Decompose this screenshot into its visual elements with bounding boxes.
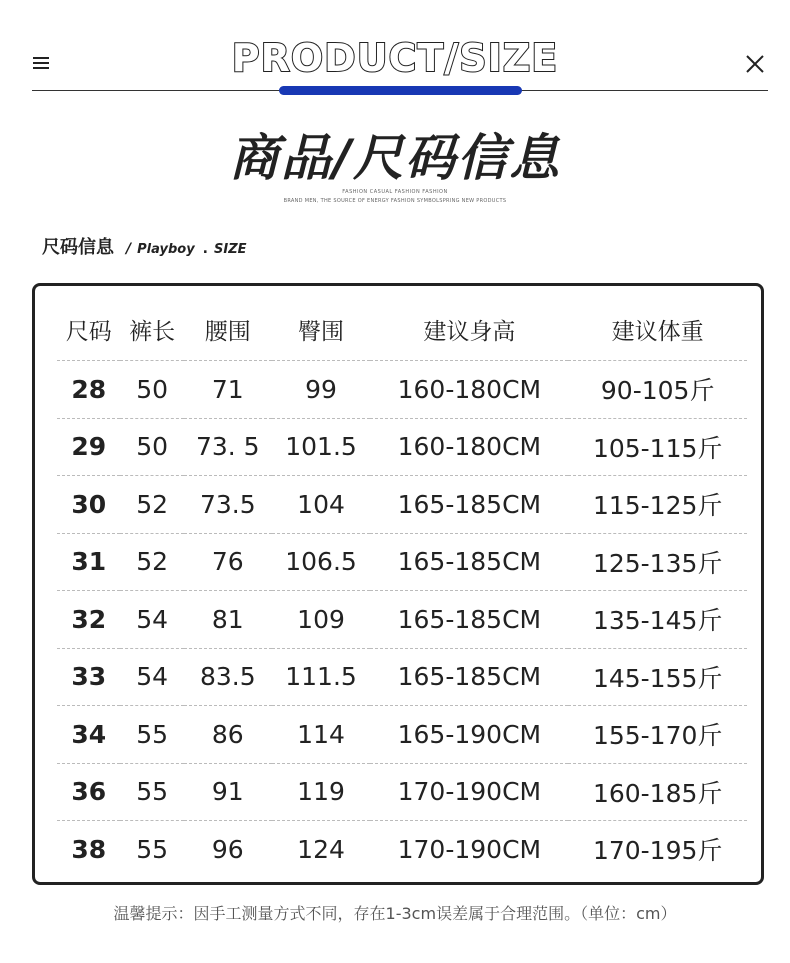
cell-waist: 81	[184, 591, 272, 649]
cell-hip: 124	[272, 821, 371, 878]
cell-waist: 71	[184, 361, 272, 419]
cell-height: 160-180CM	[370, 418, 568, 476]
cell-weight: 90-105斤	[568, 361, 747, 419]
cell-size: 28	[57, 361, 120, 419]
header-weight: 建议体重	[611, 318, 704, 345]
cell-height: 165-185CM	[370, 591, 568, 649]
cell-size: 32	[57, 591, 120, 649]
cell-weight: 125-135斤	[568, 533, 747, 591]
cell-length: 55	[120, 706, 183, 764]
size-table	[57, 298, 747, 878]
cell-height: 170-190CM	[370, 821, 568, 878]
cell-size: 34	[57, 706, 120, 764]
page-title: PRODUCT/SIZE	[231, 36, 559, 80]
cell-height: 165-185CM	[370, 476, 568, 534]
cell-hip: 114	[272, 706, 371, 764]
hero-tagline-2: BRAND MEN, THE SOURCE OF ENERGY FASHION SYMBOLSPRING NEW PRODUCTS	[283, 198, 507, 204]
cell-size: 31	[57, 533, 120, 591]
header-waist: 腰围	[204, 318, 251, 345]
cell-waist: 73. 5	[184, 418, 272, 476]
size-table-frame	[32, 283, 764, 885]
section-label-cn: 尺码信息	[42, 237, 114, 258]
table-row	[57, 706, 747, 764]
table-row	[57, 591, 747, 649]
cell-size: 36	[57, 763, 120, 821]
header-hip: 臀围	[298, 318, 345, 345]
cell-length: 55	[120, 763, 183, 821]
cell-waist: 73.5	[184, 476, 272, 534]
table-row	[57, 821, 747, 878]
section-dot: .	[202, 241, 208, 257]
accent-bar	[279, 86, 522, 95]
cell-size: 33	[57, 648, 120, 706]
table-row	[57, 763, 747, 821]
table-header-row	[57, 298, 747, 361]
section-heading	[42, 233, 247, 259]
section-brand: Playboy	[137, 242, 195, 257]
cell-length: 54	[120, 591, 183, 649]
cell-size: 38	[57, 821, 120, 878]
table-row	[57, 533, 747, 591]
cell-hip: 106.5	[272, 533, 371, 591]
cell-weight: 105-115斤	[568, 418, 747, 476]
cell-weight: 160-185斤	[568, 763, 747, 821]
cell-hip: 111.5	[272, 648, 371, 706]
cell-length: 52	[120, 476, 183, 534]
cell-length: 50	[120, 418, 183, 476]
header-length: 裤长	[129, 318, 176, 345]
table-row	[57, 418, 747, 476]
cell-waist: 86	[184, 706, 272, 764]
cell-weight: 135-145斤	[568, 591, 747, 649]
cell-hip: 101.5	[272, 418, 371, 476]
cell-length: 52	[120, 533, 183, 591]
cell-weight: 145-155斤	[568, 648, 747, 706]
cell-height: 165-185CM	[370, 533, 568, 591]
header-size: 尺码	[65, 318, 112, 345]
close-icon[interactable]	[744, 53, 766, 75]
cell-length: 54	[120, 648, 183, 706]
cell-size: 29	[57, 418, 120, 476]
footer-note: 温馨提示：因手工测量方式不同，存在1-3cm误差属于合理范围。（单位：cm）	[113, 904, 677, 923]
cell-weight: 115-125斤	[568, 476, 747, 534]
cell-hip: 104	[272, 476, 371, 534]
hero-tagline-1: FASHION CASUAL FASHION FASHION	[342, 189, 448, 195]
cell-waist: 76	[184, 533, 272, 591]
cell-length: 55	[120, 821, 183, 878]
cell-waist: 91	[184, 763, 272, 821]
cell-hip: 119	[272, 763, 371, 821]
hero-title: 商品/尺码信息	[228, 129, 562, 187]
cell-size: 30	[57, 476, 120, 534]
cell-height: 165-185CM	[370, 648, 568, 706]
cell-hip: 99	[272, 361, 371, 419]
table-row	[57, 648, 747, 706]
cell-height: 165-190CM	[370, 706, 568, 764]
table-row	[57, 476, 747, 534]
cell-height: 170-190CM	[370, 763, 568, 821]
cell-height: 160-180CM	[370, 361, 568, 419]
cell-length: 50	[120, 361, 183, 419]
table-row	[57, 361, 747, 419]
cell-hip: 109	[272, 591, 371, 649]
section-label-en: SIZE	[214, 242, 247, 257]
header-height: 建议身高	[423, 318, 516, 345]
cell-weight: 170-195斤	[568, 821, 747, 878]
section-separator: /	[126, 241, 132, 257]
cell-waist: 83.5	[184, 648, 272, 706]
cell-waist: 96	[184, 821, 272, 878]
cell-weight: 155-170斤	[568, 706, 747, 764]
